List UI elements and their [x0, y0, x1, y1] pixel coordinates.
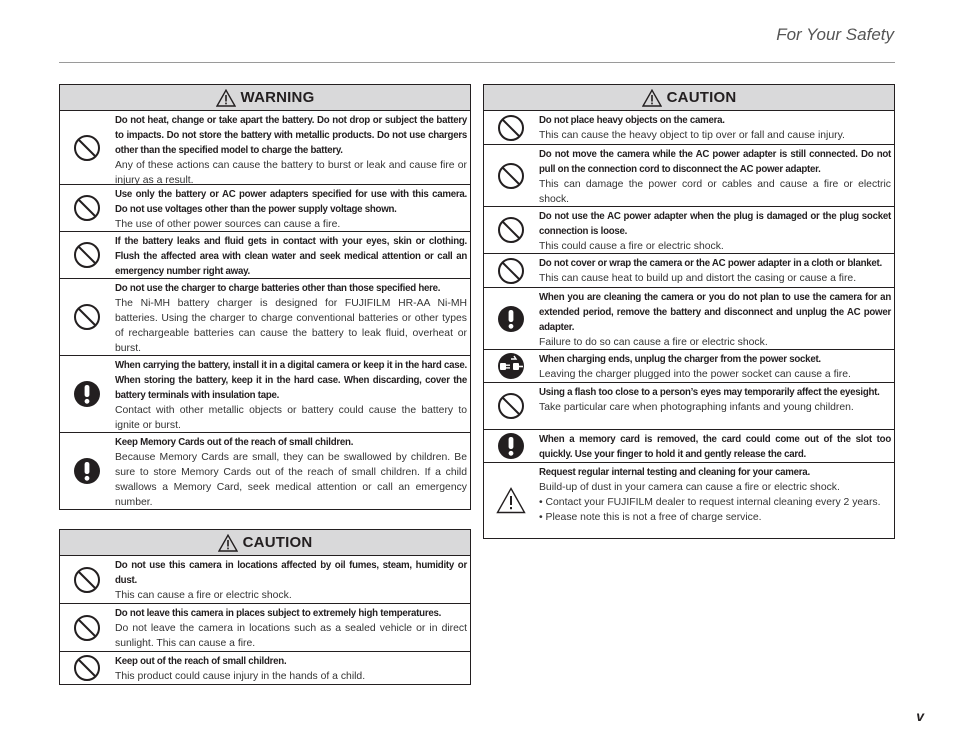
caution-bold-text: Keep out of the reach of small children. [115, 656, 287, 667]
caution-normal-text: Failure to do so can cause a fire or electric shock. [539, 336, 768, 348]
caution-normal-text: This could cause a fire or electric shock. [539, 240, 724, 252]
caution-row [60, 651, 470, 684]
warning-normal-text: Because Memory Cards are small, they can be swallowed by children. Be sure to store Memory Cards out of the reach of small children. If a child swallows a Memory Card, seek medical attention or call an emergency number. [115, 451, 467, 508]
caution-normal-text: This can cause heat to build up and distort the casing or cause a fire. [539, 272, 857, 284]
caution-normal-text: Take particular care when photographing infants and young children. [539, 401, 854, 413]
prohibited-icon [60, 232, 114, 278]
caution-normal-text: Build-up of dust in your camera can cause a fire or electric shock. [539, 481, 840, 493]
caution-row [484, 382, 894, 429]
caution-bold-text: Using a flash too close to a person’s eyes may temporarily affect the eyesight. [539, 387, 880, 398]
warning-normal-text: The Ni-MH battery charger is designed for FUJIFILM HR-AA Ni-MH batteries. Using the charger to charge conventional batteries or other types of rechargeable batteries can cause the battery to leak fluid, overheat or burst. [115, 297, 467, 354]
bullet-item: • Contact your FUJIFILM dealer to request internal cleaning every 2 years. [539, 496, 881, 508]
caution-row [484, 206, 894, 253]
caution-bold-text: When you are cleaning the camera or you do not plan to use the camera for an extended period, remove the battery and disconnect and unplug the AC power adapter. [539, 292, 891, 333]
prohibited-icon [484, 145, 538, 206]
warning-bold-text: Use only the battery or AC power adapters specified for use with this camera. Do not use voltages other than the power supply voltage shown. [115, 189, 467, 215]
caution-normal-text: Leaving the charger plugged into the power socket can cause a fire. [539, 368, 851, 380]
caution-row [484, 144, 894, 206]
unplug-icon [484, 350, 538, 382]
caution-box-left [59, 529, 471, 685]
caution-bold-text: Do not move the camera while the AC power adapter is still connected. Do not pull on the connection cord to disconnect the AC power adapter. [539, 149, 891, 175]
prohibited-icon [60, 556, 114, 603]
warning-row [60, 231, 470, 278]
caution-row [484, 462, 894, 538]
prohibited-icon [60, 185, 114, 231]
warning-bold-text: When carrying the battery, install it in a digital camera or keep it in the hard case. When storing the battery, keep it in the hard case. When discarding, cover the battery terminals with insulation tape. [115, 360, 467, 401]
caution-row [484, 429, 894, 462]
prohibited-icon [484, 254, 538, 287]
caution-bold-text: When charging ends, unplug the charger from the power socket. [539, 354, 821, 365]
warning-bold-text: Keep Memory Cards out of the reach of small children. [115, 437, 354, 448]
warning-triangle-icon [218, 534, 238, 552]
prohibited-icon [60, 604, 114, 651]
caution-normal-text: This can damage the power cord or cables and cause a fire or electric shock. [539, 178, 891, 205]
mandatory-exclamation-icon [60, 433, 114, 509]
caution-bold-text: Do not leave this camera in places subject to extremely high temperatures. [115, 608, 442, 619]
caution-bold-text: When a memory card is removed, the card could come out of the slot too quickly. Use your finger to hold it and gently release the card. [539, 434, 891, 460]
caution-bold-text: Do not cover or wrap the camera or the AC power adapter in a cloth or blanket. [539, 258, 882, 269]
warning-row [60, 432, 470, 509]
caution-bold-text: Do not place heavy objects on the camera. [539, 115, 725, 126]
prohibited-icon [60, 652, 114, 684]
caution-normal-text: Do not leave the camera in locations such as a sealed vehicle or in direct sunlight. This can cause a fire. [115, 622, 467, 649]
caution-row [484, 349, 894, 382]
warning-box-header [60, 85, 470, 111]
caution-row [484, 287, 894, 349]
caution-box-title: CAUTION [666, 89, 737, 106]
caution-normal-text: This product could cause injury in the hands of a child. [115, 670, 366, 682]
prohibited-icon [60, 111, 114, 184]
mandatory-exclamation-icon [484, 430, 538, 462]
mandatory-exclamation-icon [60, 356, 114, 432]
prohibited-icon [484, 207, 538, 253]
caution-row [484, 253, 894, 287]
warning-triangle-icon [216, 89, 236, 107]
caution-box-header [484, 85, 894, 111]
warning-normal-text: The use of other power sources can cause a fire. [115, 218, 341, 230]
warning-bold-text: Do not use the charger to charge batteries other than those specified here. [115, 283, 441, 294]
warning-row [60, 278, 470, 355]
page-header-title: For Your Safety [776, 25, 894, 44]
caution-normal-text: This can cause a fire or electric shock. [115, 589, 292, 601]
caution-bold-text: Request regular internal testing and cleaning for your camera. [539, 467, 810, 478]
page-number: v [916, 708, 924, 724]
caution-triangle-icon [484, 463, 538, 538]
caution-row [60, 603, 470, 651]
warning-row [60, 111, 470, 184]
warning-normal-text: Contact with other metallic objects or battery could cause the battery to ignite or burst. [115, 404, 467, 431]
prohibited-icon [484, 111, 538, 144]
caution-bold-text: Do not use the AC power adapter when the plug is damaged or the plug socket connection is loose. [539, 211, 891, 237]
caution-row [484, 111, 894, 144]
caution-row [60, 556, 470, 603]
warning-triangle-icon [642, 89, 662, 107]
bullet-item: • Please note this is not a free of charge service. [539, 511, 762, 523]
warning-normal-text: Any of these actions can cause the battery to burst or leak and cause fire or injury as a result. [115, 159, 467, 186]
caution-box-header [60, 530, 470, 556]
warning-bold-text: Do not heat, change or take apart the battery. Do not drop or subject the battery to impacts. Do not store the battery with metallic products. Do not use chargers other than the specified model to charge the battery. [115, 115, 467, 156]
prohibited-icon [60, 279, 114, 355]
caution-bold-text: Do not use this camera in locations affected by oil fumes, steam, humidity or dust. [115, 560, 467, 586]
warning-row [60, 355, 470, 432]
caution-normal-text: This can cause the heavy object to tip over or fall and cause injury. [539, 129, 845, 141]
caution-box-right [483, 84, 895, 539]
warning-box-title: WARNING [240, 89, 315, 106]
warning-bold-text: If the battery leaks and fluid gets in contact with your eyes, skin or clothing. Flush the affected area with clean water and seek medical attention or call an emergency number right away. [115, 236, 467, 277]
warning-row [60, 184, 470, 231]
caution-box-title: CAUTION [242, 534, 313, 551]
header-divider [59, 62, 895, 63]
warning-box [59, 84, 471, 510]
prohibited-icon [484, 383, 538, 429]
mandatory-exclamation-icon [484, 288, 538, 349]
